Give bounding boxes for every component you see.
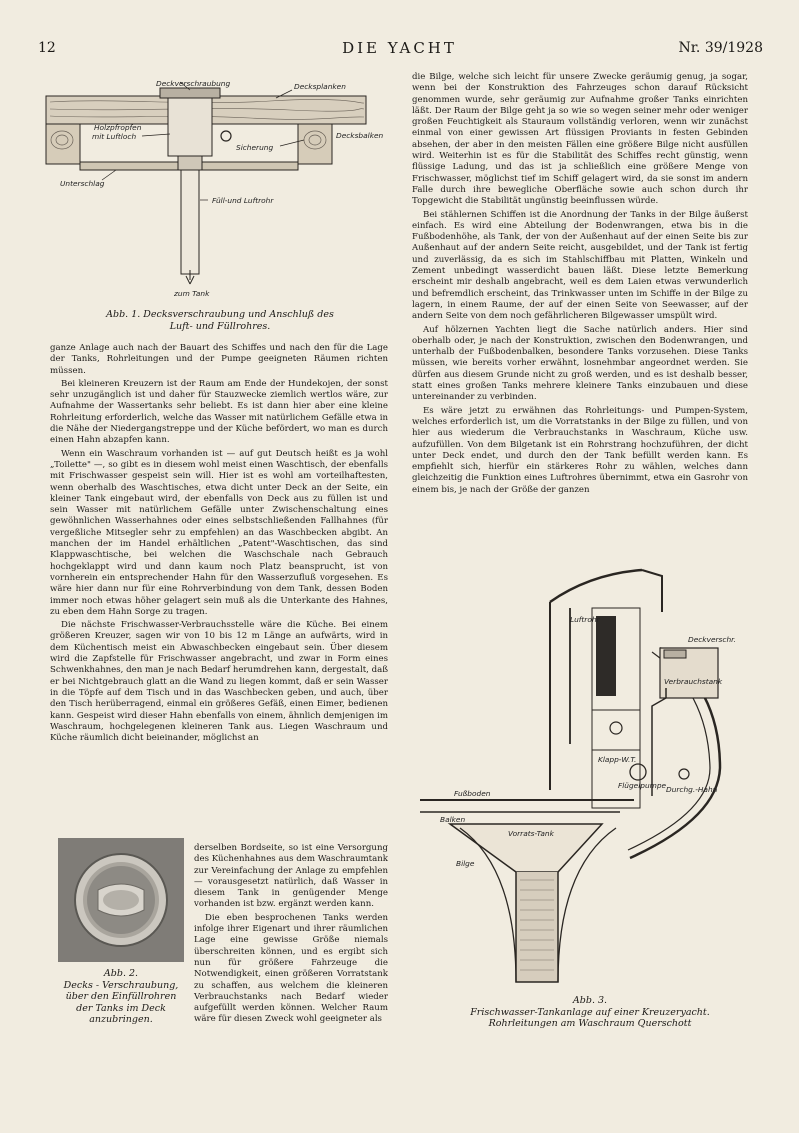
paragraph: Es wäre jetzt zu erwähnen das Rohrleitungs- und Pumpen-System, welches erforderlich ist, um die Vorratstanks in der Bilge zu füllen, und von hier aus wiederum die Verbrauchstanks in Waschraum, Küche usw. aufzufüllen. Von dem Bilgetank ist ein Rohrstrang hochzuführen, der dicht unter Deck endet, und durch den der Tank befüllt werden kann. Es empfiehlt sich, hierfür ein stärkeres Rohr zu wählen, welches dann gleichzeitig die Funktion eines Luftrohres übernimmt, etwa ein Gasrohr von einem bis, je nach der Größe der ganzen [412, 405, 748, 495]
paragraph: Die eben besprochenen Tanks werden infolge ihrer Eigenart und ihrer räumlichen Lage eine gewisse Größe niemals überschreiten können, und es ergibt sich nun für größere Fahrzeuge die Notwendigkeit, einen größeren Vorratstank zu schaffen, aus welchem die kleineren Verbrauchstanks nach Bedarf wieder aufgefüllt werden können. Welcher Raum wäre für diesen Zweck wohl geeigneter als [194, 912, 388, 1025]
deck-screw-cap [160, 88, 220, 98]
label-decksbalken: Decksbalken [336, 131, 384, 140]
label-deckverschr: Deckverschr. [688, 635, 736, 644]
label-decksplanken: Decksplanken [294, 82, 346, 91]
figure-1-deck-fitting-diagram [40, 76, 400, 304]
right-column-text [412, 72, 748, 498]
paragraph: die Bilge, welche sich leicht für unsere Zwecke geräumig genug, ja sogar, wenn bei der Konstruktion des Fahrzeuges schon darauf Rücksicht genommen wurde, sehr geräumig zur Aufnahme großer Tanks einrichten läßt. Der Raum der Bilge geht ja so wie so wegen seiner mehr oder weniger großen Feuchtigkeit als Stauraum vollständig verloren, wenn wir zunächst einmal von einer gewissen Art flüssigen Proviants in festen Gebinden absehen, der aber in den meisten Fällen eine größere Bilge nicht ausfüllen wird. Weiterhin ist es für die Stabilität des Schiffes recht günstig, wenn flüssige Ladung, und das ist ja schließlich eine größere Menge von Frischwasser, möglichst tief im Schiff gelagert wird, da sie sonst im andern Falle durch ihre bewegliche Oberfläche sowie auch schon durch ihr Topgewicht die Stabilität ungünstig beeinflussen würde. [412, 72, 748, 207]
label-unterschlag: Unterschlag [60, 179, 105, 188]
securing-ring [221, 131, 231, 141]
figure-3-caption: Abb. 3. Frischwasser-Tankanlage auf einer Kreuzeryacht. Rohrleitungen am Waschraum Querschott [470, 995, 710, 1029]
paragraph: Bei stählernen Schiffen ist die Anordnung der Tanks in der Bilge äußerst einfach. Es wird eine Abteilung der Bodenwrangen, etwa bis in die Fußbodenhöhe, als Tank, der von der Außenhaut auf der einen Seite bis zur Außenhaut auf der andern Seite reicht, ausgebildet, und der Tank ist fertig und zuverlässig, da es sich im Stahlschiffbau mit Platten, Winkeln und Zement unbedingt wasserdicht bauen läßt. Diese letzte Bemerkung erscheint mir deshalb angebracht, weil es dem Laien etwas verwunderlich und befremdlich erscheint, das Trinkwasser unten im Schiffe in der Bilge zu lagern, in einem Raume, der auf der einen Seite von Seewasser, auf der andern Seite von dem noch gefährlicheren Bilgewasser umspült wird. [412, 209, 748, 322]
figure-2-caption: Abb. 2. Decks - Verschraubung, über den Einfüllrohren der Tanks im Deck anzubringen. [63, 968, 179, 1025]
deck-beam-right [298, 124, 332, 164]
label-mit-luftloch: mit Luftloch [92, 132, 137, 141]
narrow-column-text [194, 843, 388, 1028]
label-fluegelpumpe: Flügelpumpe [618, 781, 667, 790]
label-sicherung: Sicherung [236, 143, 274, 152]
label-fussboden: Fußboden [454, 789, 491, 798]
paragraph: ganze Anlage auch nach der Bauart des Schiffes und nach den für die Lage der Tanks, Rohrleitungen und der Pumpe geeigneten Räumen richten müssen. [50, 343, 388, 376]
deck-screw-photo [58, 838, 184, 962]
issue-number: Nr. 39/1928 [678, 40, 763, 56]
figure-2-photo [58, 838, 184, 962]
label-bilge: Bilge [456, 859, 475, 868]
through-valve [679, 769, 689, 779]
left-column-text [50, 343, 388, 746]
label-luftrohr: Luftrohr [570, 615, 600, 624]
folding-washbasin [592, 710, 640, 750]
paragraph: Bei kleineren Kreuzern ist der Raum am Ende der Hundekojen, der sonst sehr unzugänglich ist und daher für Stauzwecke ziemlich wertlos wäre, zur Aufnahme der Wassertanks sehr beliebt. Es ist dann hier aber eine kleine Rohrleitung erforderlich, welche das Wasser mit natürlichem Gefälle etwa in die Nähe der Niedergangstreppe und der Küche befördert, wo man es durch einen Hahn abzapfen kann. [50, 378, 388, 446]
label-fuell-rohr: Füll-und Luftrohr [212, 196, 274, 205]
label-zum-tank: zum Tank [174, 289, 210, 298]
page-number: 12 [38, 40, 56, 56]
paragraph: Wenn ein Waschraum vorhanden ist — auf gut Deutsch heißt es ja wohl „Toilette" —, so gibt es in diesem wohl meist einen Waschtisch, der ebenfalls mit Frischwasser gespeist sein will. Hier ist es wohl am vorteilhaftesten, wenn oberhalb des Waschtisches, etwa dicht unter Deck an der Seite, ein kleiner Tank eingebaut wird, der ebenfalls von Deck aus zu füllen ist und sein Wasser mit natürlichem Gefälle unter Zwischenschaltung eines gewöhnlichen Wasserhahnes oder eines selbstschließenden Fallhahnes (für vergeßliche Mitsegler sehr zu empfehlen) an das Waschbecken abgibt. An manchen der im Handel erhältlichen „Patent"-Waschtischen, das sind Klappwaschtische, bei welchen die Waschschale nach Gebrauch hochgeklappt wird und dann kaum noch Platz beansprucht, ist von vornherein ein entsprechender Hahn für den Wasserzufluß vorgesehen. Es wäre hier dann nur für eine Rohrverbindung von dem Tank, dessen Boden immer noch etwas höher gelagert sein muß als die Unterkante des Hahnes, zu eben dem Hahn Sorge zu tragen. [50, 448, 388, 617]
journal-title: DIE YACHT [342, 39, 457, 57]
wood-plug [168, 98, 212, 156]
label-durchgangshahn: Durchg.-Hahn [666, 785, 718, 794]
label-verbrauchstank: Verbrauchstank [664, 677, 723, 686]
mirror [596, 616, 616, 696]
label-klapp-wt: Klapp-W.T. [598, 755, 637, 764]
label-balken: Balken [440, 815, 466, 824]
deck-screw [664, 650, 686, 658]
fill-and-air-pipe [181, 170, 199, 274]
label-holzpfropfen: Holzpfropfen [94, 123, 142, 132]
figure-3-tank-system-diagram [420, 568, 760, 992]
paragraph: Auf hölzernen Yachten liegt die Sache natürlich anders. Hier sind oberhalb oder, je nach der Konstruktion, zwischen den Bodenwrangen, und unterhalb der Fußbodenbalken, besondere Tanks vorzusehen. Diese Tanks müssen, wie bereits vorher erwähnt, losnehmbar angeordnet werden. Sie dürfen aus diesem Grunde nicht zu groß werden, und es ist deshalb besser, statt eines großen Tanks mehrere kleinere Tanks einzubauen und diese untereinander zu verbinden. [412, 324, 748, 403]
label-vorrats-tank: Vorrats-Tank [508, 829, 554, 838]
paragraph: derselben Bordseite, so ist eine Versorgung des Küchenhahnes aus dem Waschraumtank zur Vereinfachung der Anlage zu empfehlen — vorausgesetzt natürlich, daß Wasser in diesem Tank in genügender Menge vorhanden ist bzw. ergänzt werden kann. [194, 843, 388, 910]
label-deckverschraubung: Deckverschraubung [156, 79, 231, 88]
figure-1-caption: Abb. 1. Decksverschraubung und Anschluß des Luft- und Füllrohres. [106, 309, 334, 332]
deck-beam-left [46, 124, 80, 164]
wing-pump [630, 764, 646, 780]
paragraph: Die nächste Frischwasser-Verbrauchsstelle wäre die Küche. Bei einem größeren Kreuzer, sagen wir von 10 bis 12 m Länge an aufwärts, wird in dem Küchentisch meist ein Abwaschbecken eingebaut sein. Über diesem wird die Zapfstelle für Frischwasser angebracht, und zwar in Form eines Schwenkhahnes, den man je nach Bedarf herumdrehen kann, dergestalt, daß er bei Nichtgebrauch glatt an die Wand zu liegen kommt, daß er sein Wasser in die Töpfe auf dem Tisch und in das Waschbecken geben, und auch, über den Tisch herüberragend, einmal ein größeres Gefäß, einen Eimer, bedienen kann. Gespeist wird dieser Hahn ebenfalls von einem, ähnlich demjenigen im Waschraum, hochgelegenen kleineren Tank aus. Liegen Waschraum und Küche räumlich dicht beieinander, möglichst an [50, 620, 388, 744]
